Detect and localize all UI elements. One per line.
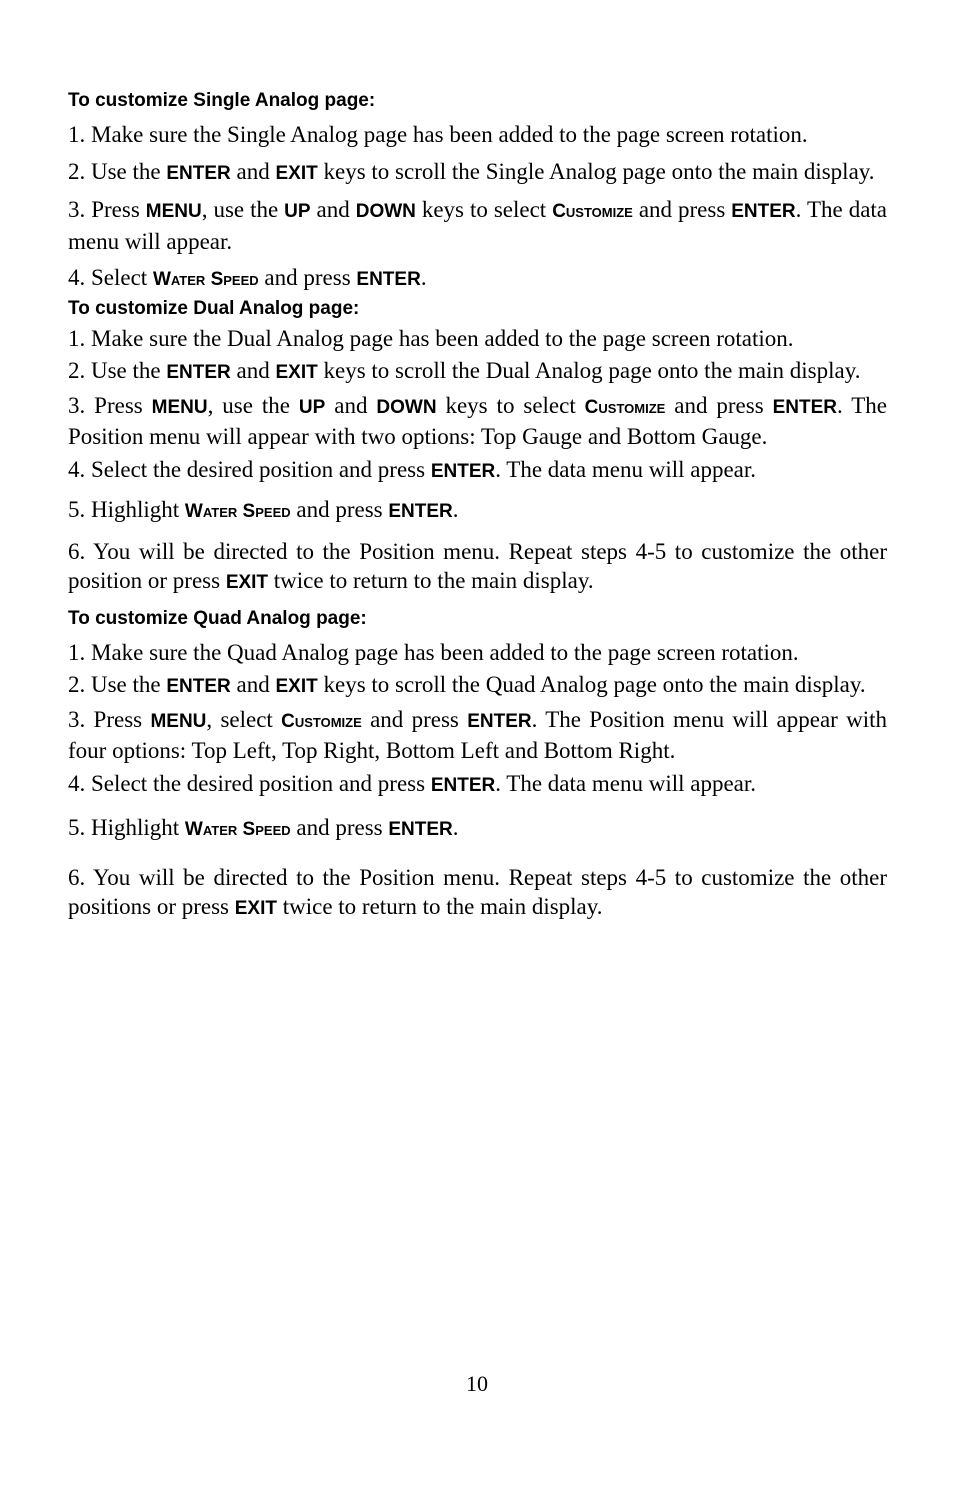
step-text: and	[230, 672, 276, 697]
enter-key-label: ENTER	[772, 396, 837, 418]
exit-key-label: EXIT	[275, 162, 318, 184]
down-key-label: DOWN	[355, 201, 416, 222]
step-text: keys to scroll the Quad Analog page onto the main display.	[317, 672, 866, 697]
step-text: 5. Highlight	[68, 815, 185, 840]
step-text: , use the	[207, 392, 299, 418]
dual-step-5	[68, 495, 887, 527]
enter-key-label: ENTER	[388, 501, 453, 522]
section-heading-dual-analog: To customize Dual Analog page:	[68, 297, 360, 319]
step-text: 3. Press	[68, 392, 152, 418]
single-step-1: 1. Make sure the Single Analog page has been added to the page screen rotation.	[68, 122, 808, 147]
quad-step-1: 1. Make sure the Quad Analog page has been added to the page screen rotation.	[68, 639, 799, 665]
dual-step-6	[68, 537, 887, 598]
step-text: and press	[361, 706, 468, 732]
exit-key-label: EXIT	[275, 676, 318, 697]
exit-key-label: EXIT	[275, 362, 318, 383]
single-step-2	[68, 157, 887, 189]
section-heading-quad-analog: To customize Quad Analog page:	[68, 607, 367, 629]
step-text: 4. Select the desired position and press	[68, 456, 431, 482]
step-text: . The data menu will appear.	[495, 770, 757, 796]
step-text: .	[452, 497, 459, 522]
step-text: .	[452, 815, 459, 840]
enter-key-label: ENTER	[467, 710, 532, 732]
enter-key-label: ENTER	[166, 362, 231, 383]
step-text: and	[230, 158, 276, 184]
customize-menu-label: Customize	[584, 396, 666, 418]
step-text: 3. Press	[68, 197, 146, 222]
step-text: and	[230, 358, 276, 383]
step-text: 6. You will be directed to the Position menu. Repeat steps 4-5 to customize the other position or press	[68, 538, 887, 593]
up-key-label: UP	[284, 201, 311, 222]
step-text: and press	[665, 392, 773, 418]
step-text: 4. Select the desired position and press	[68, 770, 431, 796]
quad-step-6	[68, 863, 887, 924]
step-text: keys to select	[436, 392, 585, 418]
step-text: 4. Select	[68, 265, 153, 290]
water-speed-menu-label: Water Speed	[184, 501, 291, 522]
quad-step-5	[68, 813, 887, 845]
customize-menu-label: Customize	[281, 710, 362, 732]
exit-key-label: EXIT	[234, 898, 277, 919]
step-text: keys to select	[415, 197, 553, 222]
step-text: and press	[258, 265, 357, 290]
menu-key-label: MENU	[150, 710, 207, 732]
up-key-label: UP	[298, 396, 326, 418]
water-speed-menu-label: Water Speed	[152, 269, 259, 290]
step-text: and press	[632, 197, 732, 222]
step-text: 5. Highlight	[68, 497, 185, 522]
single-step-3	[68, 195, 887, 256]
step-text: and press	[290, 815, 389, 840]
step-text: keys to scroll the Single Analog page onto the main display.	[317, 158, 875, 184]
quad-step-2	[68, 670, 887, 702]
enter-key-label: ENTER	[166, 162, 231, 184]
step-text: . The Position menu will appear with four options: Top Left, Top Right, Bottom Left and Bottom Right.	[68, 706, 888, 763]
down-key-label: DOWN	[376, 396, 437, 418]
step-text: . The data menu will appear.	[68, 197, 888, 254]
step-text: . The data menu will appear.	[495, 456, 757, 482]
step-text: .	[420, 265, 427, 290]
step-text: twice to return to the main display.	[276, 894, 603, 919]
step-text: and	[310, 197, 356, 222]
menu-key-label: MENU	[151, 396, 208, 418]
enter-key-label: ENTER	[388, 819, 453, 840]
section-heading-single-analog: To customize Single Analog page:	[68, 90, 376, 111]
exit-key-label: EXIT	[225, 572, 269, 593]
water-speed-menu-label: Water Speed	[184, 819, 291, 840]
quad-step-3	[68, 705, 887, 766]
step-text: twice to return to the main display.	[268, 568, 594, 593]
page-number: 10	[466, 1371, 488, 1396]
step-text: 6. You will be directed to the Position menu. Repeat steps 4-5 to customize the other positions or press	[68, 864, 887, 919]
step-text: keys to scroll the Dual Analog page onto the main display.	[317, 358, 861, 383]
enter-key-label: ENTER	[430, 774, 496, 796]
menu-key-label: MENU	[145, 201, 202, 222]
dual-step-3	[68, 391, 887, 452]
step-text: 2. Use the	[68, 358, 167, 383]
enter-key-label: ENTER	[166, 676, 231, 697]
enter-key-label: ENTER	[430, 460, 496, 482]
quad-step-4	[68, 769, 887, 801]
step-text: and	[325, 392, 377, 418]
step-text: 3. Press	[68, 706, 151, 732]
step-text: , select	[206, 706, 282, 732]
page-content	[68, 88, 887, 924]
step-text: and press	[290, 497, 389, 522]
dual-step-1: 1. Make sure the Dual Analog page has been added to the page screen rotation.	[68, 325, 794, 351]
single-step-4	[68, 263, 887, 295]
step-text: . The Position menu will appear with two options: Top Gauge and Bottom Gauge.	[68, 392, 888, 449]
customize-menu-label: Customize	[552, 201, 633, 222]
dual-step-2	[68, 356, 887, 388]
enter-key-label: ENTER	[356, 269, 421, 290]
step-text: , use the	[201, 197, 285, 222]
enter-key-label: ENTER	[731, 201, 796, 222]
dual-step-4	[68, 455, 887, 487]
step-text: 2. Use the	[68, 672, 167, 697]
step-text: 2. Use the	[68, 158, 167, 184]
